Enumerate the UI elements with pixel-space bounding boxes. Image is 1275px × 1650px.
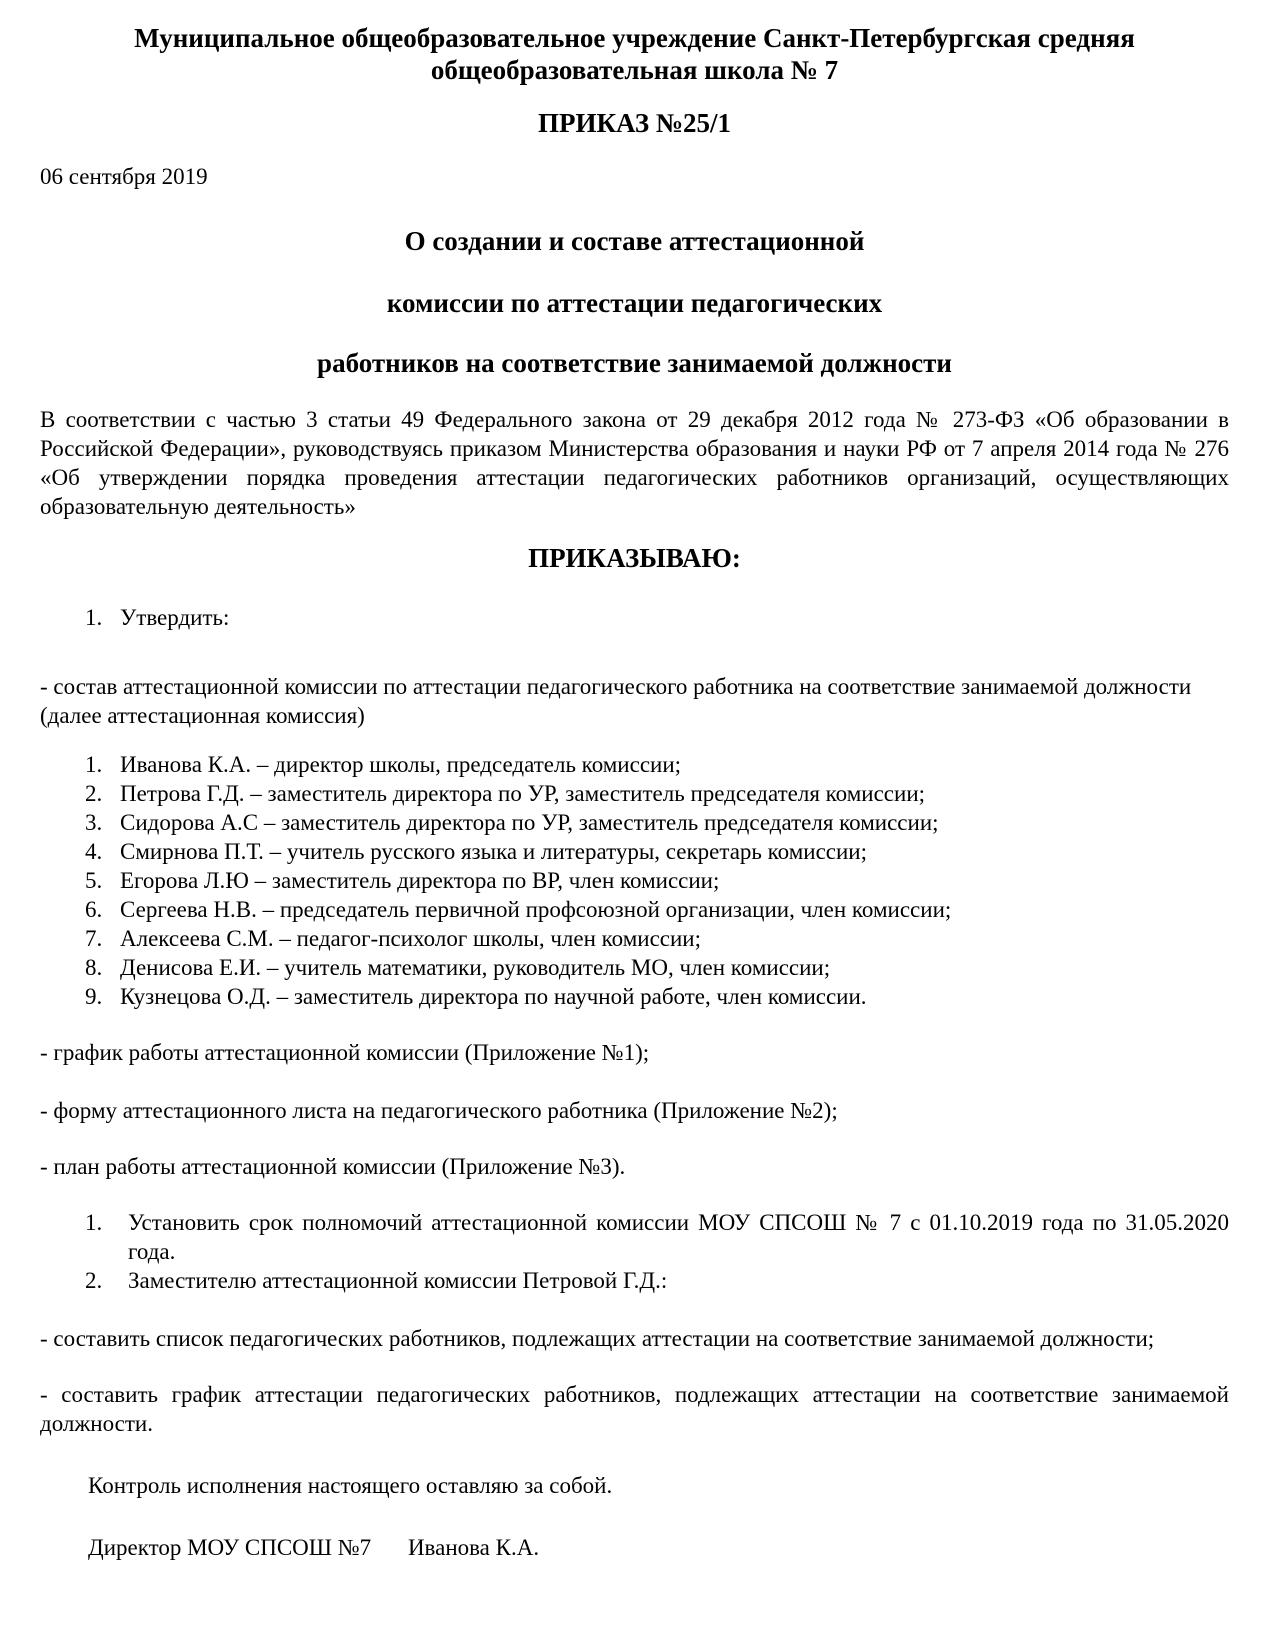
member-text: Алексеева С.М. – педагог-психолог школы, член комиссии;	[120, 926, 702, 951]
list-number: 6.	[85, 897, 103, 922]
approve-list-item	[40, 603, 1229, 632]
order-number-heading: ПРИКАЗ №25/1	[537, 108, 732, 138]
commission-member-row	[40, 895, 1229, 924]
list-number: 2.	[85, 1268, 103, 1293]
commission-member-row	[40, 924, 1229, 953]
organization-name-line1: Муниципальное общеобразовательное учреждение Санкт-Петербургская средняя	[134, 23, 1135, 53]
order-item-row	[40, 1208, 1229, 1266]
member-text: Егорова Л.Ю – заместитель директора по ВР, член комиссии;	[120, 868, 720, 893]
signature-line	[40, 1533, 1229, 1562]
deputy-task-paragraph: - составить график аттестации педагогических работников, подлежащих аттестации на соответствие занимаемой должности.	[40, 1382, 1229, 1436]
commission-member-row	[40, 750, 1229, 779]
list-number: 8.	[85, 955, 103, 980]
commission-member-row	[40, 866, 1229, 895]
approved-document-line: - график работы аттестационной комиссии (Приложение №1);	[40, 1040, 650, 1065]
control-line: Контроль исполнения настоящего оставляю за собой.	[88, 1473, 613, 1498]
list-number: 1.	[85, 752, 103, 777]
order-item-text: Заместителю аттестационной комиссии Петровой Г.Д.:	[128, 1268, 668, 1293]
approve-scope-paragraph: - состав аттестационной комиссии по аттестации педагогического работника на соответствие занимаемой должности (далее аттестационная комиссия)	[40, 674, 1192, 728]
commission-member-row	[40, 953, 1229, 982]
member-text: Иванова К.А. – директор школы, председатель комиссии;	[120, 752, 682, 777]
member-text: Сидорова А.С – заместитель директора по УР, заместитель председателя комиссии;	[120, 810, 939, 835]
organization-name-line2: общеобразовательная школа № 7	[430, 55, 839, 85]
subject-line-3: работников на соответствие занимаемой должности	[317, 348, 952, 378]
member-text: Сергеева Н.В. – председатель первичной профсоюзной организации, член комиссии;	[120, 897, 952, 922]
resolution-heading: ПРИКАЗЫВАЮ:	[528, 543, 741, 573]
commission-member-row	[40, 808, 1229, 837]
member-text: Кузнецова О.Д. – заместитель директора по научной работе, член комиссии.	[120, 984, 867, 1009]
signature-position: Директор МОУ СПСОШ №7	[88, 1535, 372, 1560]
list-number: 1.	[85, 605, 103, 630]
commission-member-row	[40, 779, 1229, 808]
preamble-paragraph: В соответствии с частью 3 статьи 49 Федерального закона от 29 декабря 2012 года № 273-ФЗ «Об образовании в Российской Федерации», руководствуясь приказом Министерства образования и науки РФ от 7 апреля 2014 года № 276 «Об утверждении порядка проведения аттестации педагогических работников организаций, осуществляющих образовательную деятельность»	[40, 407, 1229, 519]
approve-item-text: Утвердить:	[120, 605, 230, 630]
list-number: 2.	[85, 781, 103, 806]
commission-member-row	[40, 982, 1229, 1011]
order-item-text: Установить срок полномочий аттестационной комиссии МОУ СПСОШ № 7 с 01.10.2019 года по 31.05.2020 года.	[128, 1210, 1229, 1264]
signature-name: Иванова К.А.	[407, 1535, 540, 1560]
commission-members-list	[40, 750, 1229, 1011]
member-text: Петрова Г.Д. – заместитель директора по УР, заместитель председателя комиссии;	[120, 781, 926, 806]
list-number: 3.	[85, 810, 103, 835]
member-text: Смирнова П.Т. – учитель русского языка и литературы, секретарь комиссии;	[120, 839, 868, 864]
orders-list	[40, 1208, 1229, 1295]
deputy-task-paragraph: - составить список педагогических работников, подлежащих аттестации на соответствие занимаемой должности;	[40, 1326, 1155, 1351]
member-text: Денисова Е.И. – учитель математики, руководитель МО, член комиссии;	[120, 955, 831, 980]
subject-line-2: комиссии по аттестации педагогических	[386, 288, 883, 318]
commission-member-row	[40, 837, 1229, 866]
list-number: 9.	[85, 984, 103, 1009]
approved-document-line: - план работы аттестационной комиссии (Приложение №3).	[40, 1154, 626, 1179]
list-number: 5.	[85, 868, 103, 893]
subject-line-1: О создании и составе аттестационной	[404, 226, 865, 256]
order-item-row	[40, 1266, 1229, 1295]
list-number: 7.	[85, 926, 103, 951]
list-number: 1.	[85, 1210, 103, 1235]
order-date: 06 сентября 2019	[40, 164, 208, 189]
approved-document-line: - форму аттестационного листа на педагогического работника (Приложение №2);	[40, 1098, 838, 1123]
list-number: 4.	[85, 839, 103, 864]
